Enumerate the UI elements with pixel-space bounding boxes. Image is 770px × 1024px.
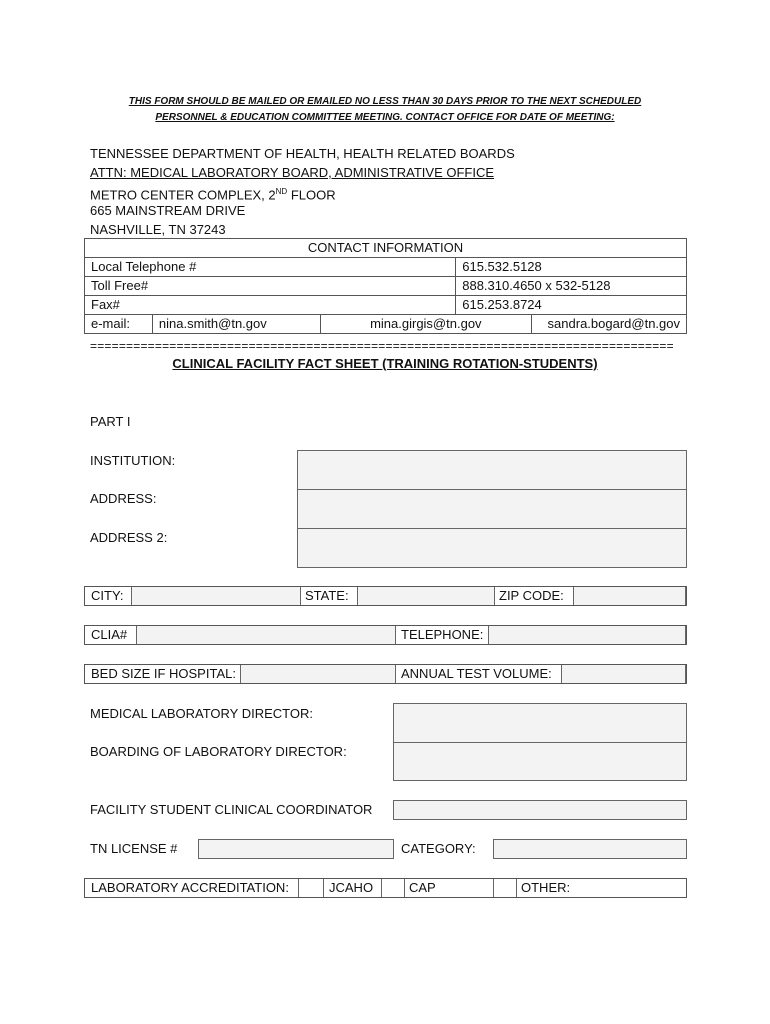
bed-size-volume-row [84,664,687,684]
institution-field[interactable] [297,450,687,490]
contact-label: Fax# [85,296,456,315]
cap-label: CAP [409,880,436,895]
zip-label: ZIP CODE: [499,588,564,603]
clia-label: CLIA# [91,627,128,642]
medical-laboratory-director-label: MEDICAL LABORATORY DIRECTOR: [90,706,313,721]
email-mina-girgis[interactable]: mina.girgis@tn.gov [320,315,531,334]
email-sandra-bogard[interactable]: sandra.bogard@tn.gov [532,315,687,334]
contact-label: Local Telephone # [85,258,456,277]
city-field[interactable] [131,587,301,605]
other-label: OTHER: [521,880,571,895]
address2-label: ADDRESS 2: [90,530,168,545]
tn-license-label: TN LICENSE # [90,841,178,856]
boarding-director-label: BOARDING OF LABORATORY DIRECTOR: [90,744,347,759]
city-state-zip-row [84,586,687,606]
telephone-label: TELEPHONE: [401,627,484,642]
mailing-notice-line1: THIS FORM SHOULD BE MAILED OR EMAILED NO LESS THAN 30 DAYS PRIOR TO THE NEXT SCHEDULED [128,96,642,107]
contact-header-row [85,239,687,258]
accreditation-label: LABORATORY ACCREDITATION: [91,880,289,895]
contact-email-row [85,315,687,334]
mailing-notice-line2: PERSONNEL & EDUCATION COMMITTEE MEETING. CONTACT OFFICE FOR DATE OF MEETING: [155,112,615,123]
coordinator-label: FACILITY STUDENT CLINICAL COORDINATOR [90,802,373,817]
category-field[interactable] [493,839,687,859]
clia-telephone-row [84,625,687,645]
address-field[interactable] [297,489,687,529]
email-label: e-mail: [85,315,153,334]
other-checkbox[interactable] [493,879,517,897]
contact-value: 615.532.5128 [456,258,687,277]
bed-size-field[interactable] [240,665,396,683]
contact-information-table [84,238,687,334]
address2-field[interactable] [297,528,687,568]
clia-field[interactable] [136,626,396,644]
boarding-director-field[interactable] [393,742,687,781]
bed-size-label: BED SIZE IF HOSPITAL: [91,666,236,681]
cap-checkbox[interactable] [381,879,405,897]
state-field[interactable] [357,587,495,605]
contact-row [85,277,687,296]
contact-label: Toll Free# [85,277,456,296]
contact-row [85,296,687,315]
category-label: CATEGORY: [401,841,476,856]
contact-value: 615.253.8724 [456,296,687,315]
part-label: PART I [90,414,131,429]
institution-label: INSTITUTION: [90,453,176,468]
contact-header: CONTACT INFORMATION [85,239,687,258]
address-line-5: NASHVILLE, TN 37243 [90,222,226,237]
accreditation-row [84,878,687,898]
coordinator-field[interactable] [393,800,687,820]
address-line-2: ATTN: MEDICAL LABORATORY BOARD, ADMINISTRATIVE OFFICE [90,165,495,180]
tn-license-field[interactable] [198,839,394,859]
annual-test-volume-label: ANNUAL TEST VOLUME: [401,666,552,681]
jcaho-checkbox[interactable] [298,879,324,897]
state-label: STATE: [305,588,349,603]
form-title: CLINICAL FACILITY FACT SHEET (TRAINING ROTATION-STUDENTS) [172,356,598,371]
email-nina-smith[interactable]: nina.smith@tn.gov [152,315,320,334]
address-line-4: 665 MAINSTREAM DRIVE [90,203,246,218]
city-label: CITY: [91,588,124,603]
jcaho-label: JCAHO [329,880,374,895]
medical-laboratory-director-field[interactable] [393,703,687,743]
telephone-field[interactable] [488,626,686,644]
contact-value: 888.310.4650 x 532-5128 [456,277,687,296]
contact-row [85,258,687,277]
address-line-3: METRO CENTER COMPLEX, 2ND FLOOR [90,187,336,203]
address-line-1: TENNESSEE DEPARTMENT OF HEALTH, HEALTH RELATED BOARDS [90,146,515,161]
zip-field[interactable] [573,587,686,605]
annual-test-volume-field[interactable] [561,665,686,683]
address-label: ADDRESS: [90,491,157,506]
separator-line: ================================================================================= [90,339,674,353]
